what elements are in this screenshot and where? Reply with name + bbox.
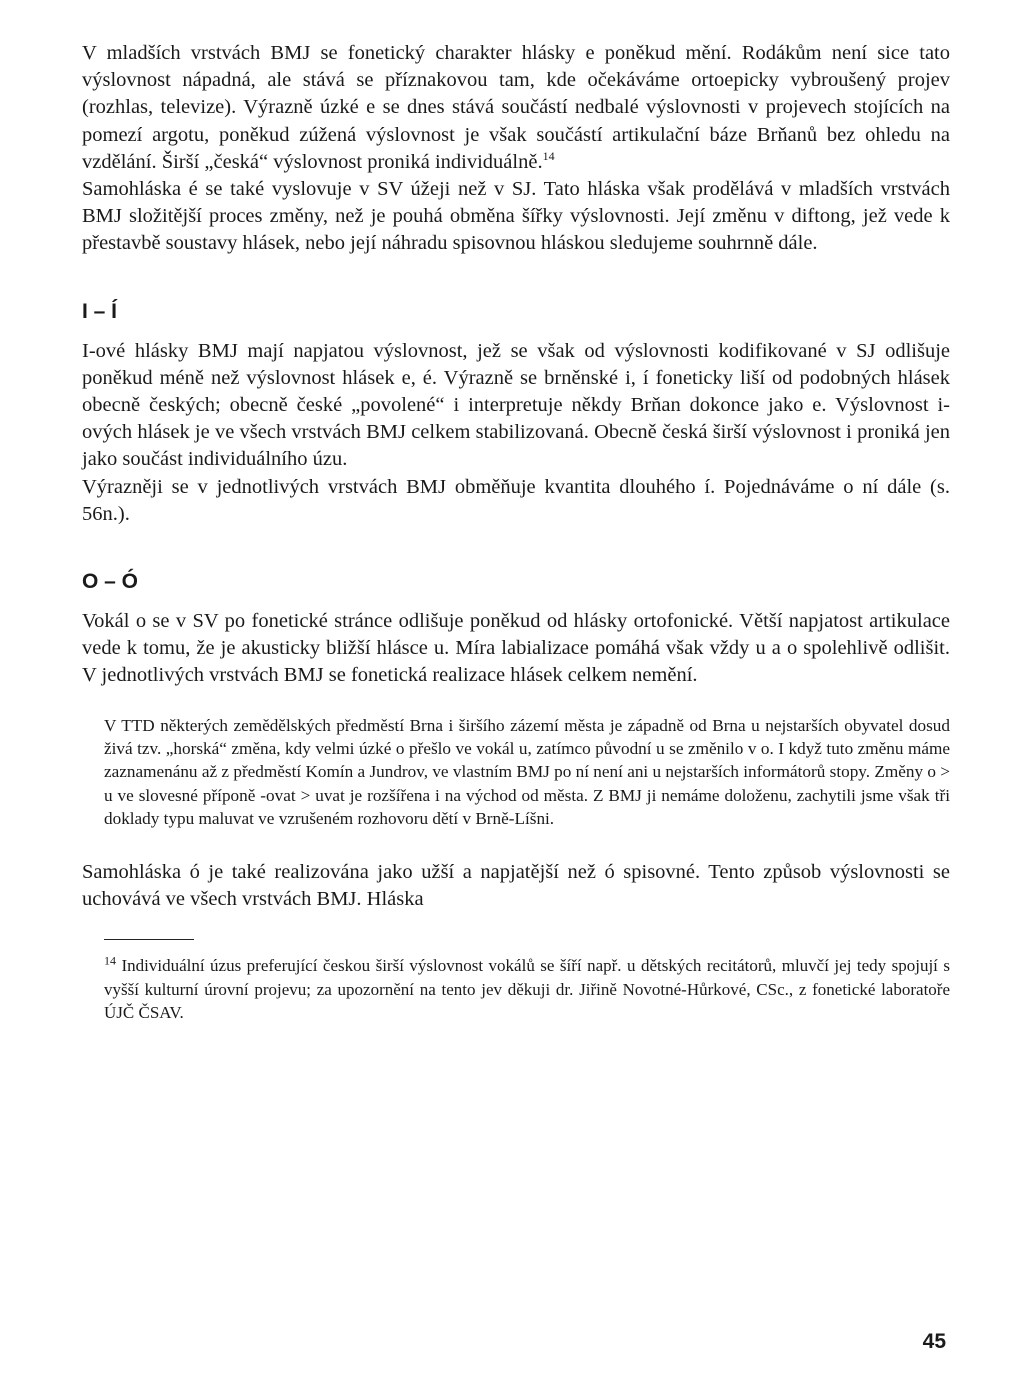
- paragraph-long-i: Výrazněji se v jednotlivých vrstvách BMJ obměňuje kvantita dlouhého í. Pojednáváme o ní dále (s. 56n.).: [82, 475, 950, 525]
- paragraph-o-vowel: Vokál o se v SV po fonetické stránce odlišuje poněkud od hlásky ortofonické. Větší napjatost artikulace vede k tomu, že je akusticky bližší hlásce u. Míra labializace pomáhá však vždy u a o spolehlivě odlišit. V jednotlivých vrstvách BMJ se fonetická realizace hlásek celkem nemění.: [82, 610, 950, 687]
- footnote-ref: 14: [542, 148, 555, 163]
- footnote-mark: 14: [104, 953, 116, 968]
- paragraph-e-vowel: [82, 40, 950, 176]
- section-heading-i: I – Í: [82, 299, 118, 323]
- footnote-divider: [104, 939, 194, 940]
- footnote: [82, 954, 950, 1024]
- footnote-text: Individuální úzus preferující českou širší výslovnost vokálů se šíří např. u dětských recitátorů, mluvčí jej tedy spojují s vyšší kulturní úrovní projevu; za upozornění na tento jev děkuji dr. Jiřině Novotné-Hůrkové, CSc., z fonetické laboratoře ÚJČ ČSAV.: [104, 956, 950, 1022]
- paragraph-long-e: Samohláska é se také vyslovuje v SV úžeji než v SJ. Tato hláska však prodělává v mladších vrstvách BMJ složitější proces změny, než je pouhá obměna šířky výslovnosti. Její změnu v diftong, jež vede k přestavbě soustavy hlásek, nebo její náhradu spisovnou hláskou sledujeme souhrnně dále.: [82, 178, 950, 255]
- paragraph-i-vowels: I-ové hlásky BMJ mají napjatou výslovnost, jež se však od výslovnosti kodifikované v SJ odlišuje poněkud méně než výslovnost hlásek e, é. Výrazně se brněnské i, í foneticky liší od podobných hlásek obecně českých; obecně české „povolené“ i interpretuje někdy Brňan dokonce jako e. Výslovnost i-ových hlásek je ve všech vrstvách BMJ celkem stabilizovaná. Obecně česká širší výslovnost i proniká jen jako součást individuálního úzu.: [82, 339, 950, 471]
- paragraph-long-o: Samohláska ó je také realizována jako užší a napjatější než ó spisovné. Tento způsob výslovnosti se uchovává ve všech vrstvách BMJ. Hláska: [82, 860, 950, 910]
- page-number: 45: [922, 1330, 946, 1353]
- small-print-note: V TTD některých zemědělských předměstí Brna i širšího zázemí města je západně od Brna u nejstarších obyvatel dosud živá tzv. „horská“ změna, kdy velmi úzké o přešlo ve vokál u, zatímco původní u se změnilo v o. I když tuto změnu máme zaznamenánu až z předměstí Komín a Jundrov, ve vlastním BMJ po ní není ani u nejstarších informátorů stopy. Změny o > u ve slovesné příponě -ovat > uvat je rozšířena i na východ od města. Z BMJ ji nemáme doloženu, zachytili jsme však tři doklady typu maluvat ve vzrušeném rozhovoru dětí v Brně-Líšni.: [104, 715, 950, 829]
- section-heading-o: O – Ó: [82, 570, 139, 594]
- paragraph-text: V mladších vrstvách BMJ se fonetický charakter hlásky e poněkud mění. Rodákům není sice tato výslovnost nápadná, ale stává se příznakovou tam, kde očekáváme ortoepicky vybroušený projev (rozhlas, televize). Výrazně úzké e se dnes stává součástí nedbalé výslovnosti v projevech stojících na pomezí argotu, poněkud zúžená výslovnost je však součástí artikulační báze Brňanů bez ohledu na vzdělání. Širší „česká“ výslovnost proniká individuálně.: [82, 42, 950, 173]
- page-body: [82, 38, 950, 1024]
